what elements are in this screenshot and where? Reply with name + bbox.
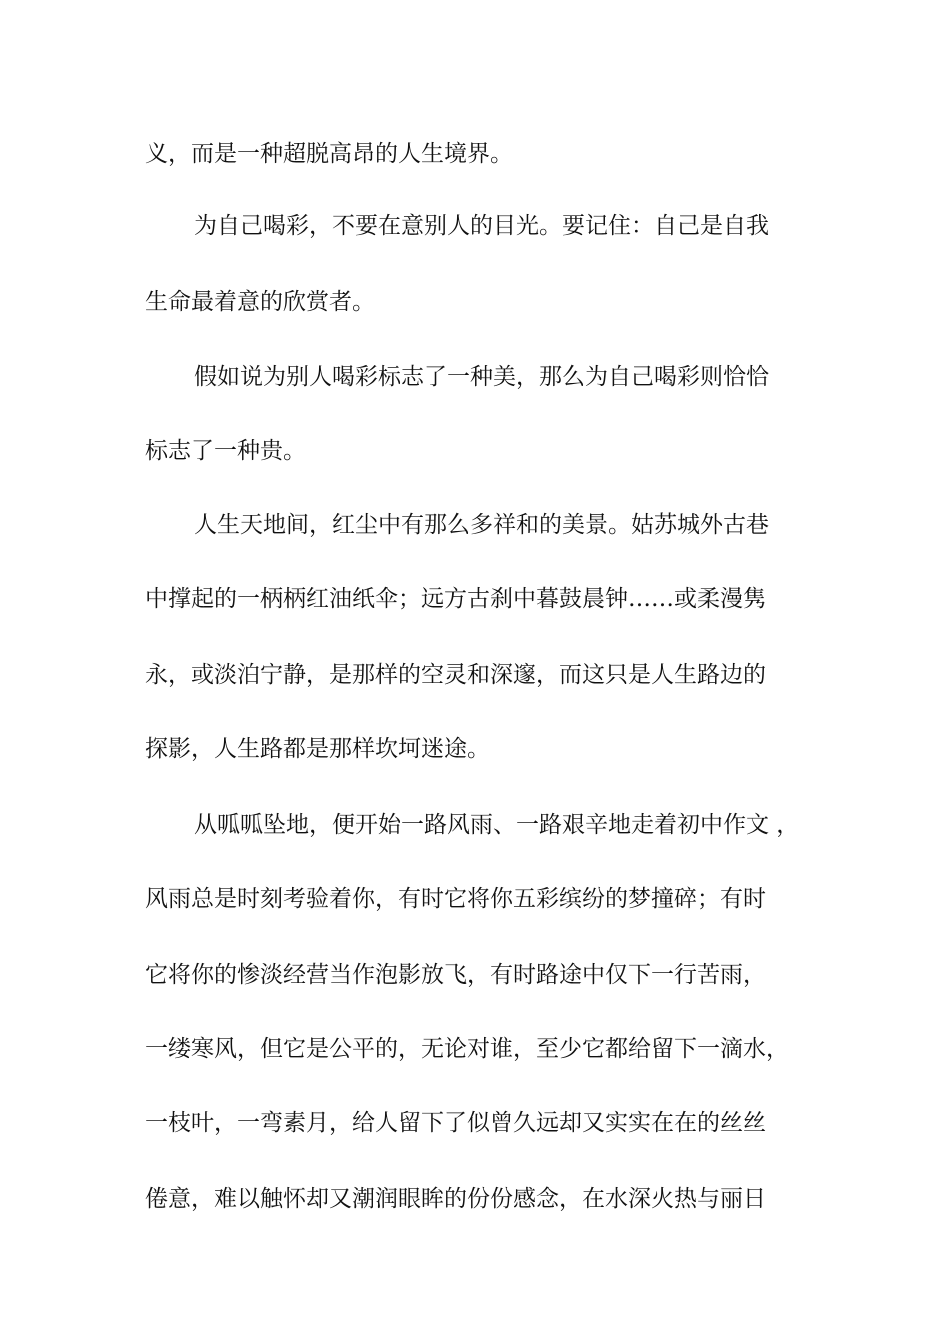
text-line: 风雨总是时刻考验着你，有时它将你五彩缤纷的梦撞碎；有时 [145, 886, 766, 912]
text-line: 标志了一种贵。 [145, 438, 306, 464]
text-line: 倦意，难以触怀却又潮润眼眸的份份感念，在水深火热与丽日 [145, 1186, 766, 1212]
text-line: 永，或淡泊宁静，是那样的空灵和深邃，而这只是人生路边的 [145, 662, 766, 688]
text-line: 假如说为别人喝彩标志了一种美，那么为自己喝彩则恰恰 [194, 364, 769, 390]
text-line: 从呱呱坠地，便开始一路风雨、一路艰辛地走着初中作文 ， [194, 812, 800, 838]
text-line: 人生天地间，红尘中有那么多祥和的美景。姑苏城外古巷 [194, 512, 769, 538]
text-line: 义，而是一种超脱高昂的人生境界。 [145, 141, 513, 167]
text-line: 一枝叶，一弯素月，给人留下了似曾久远却又实实在在的丝丝 [145, 1110, 766, 1136]
text-line: 探影，人生路都是那样坎坷迷途。 [145, 736, 490, 762]
text-line: 生命最着意的欣赏者。 [145, 289, 375, 315]
text-line: 为自己喝彩，不要在意别人的目光。要记住：自己是自我 [194, 213, 769, 239]
text-line: 它将你的惨淡经营当作泡影放飞，有时路途中仅下一行苦雨， [145, 962, 766, 988]
text-line: 中撑起的一柄柄红油纸伞；远方古刹中暮鼓晨钟……或柔漫隽 [145, 586, 766, 612]
text-line: 一缕寒风，但它是公平的，无论对谁，至少它都给留下一滴水， [145, 1036, 789, 1062]
